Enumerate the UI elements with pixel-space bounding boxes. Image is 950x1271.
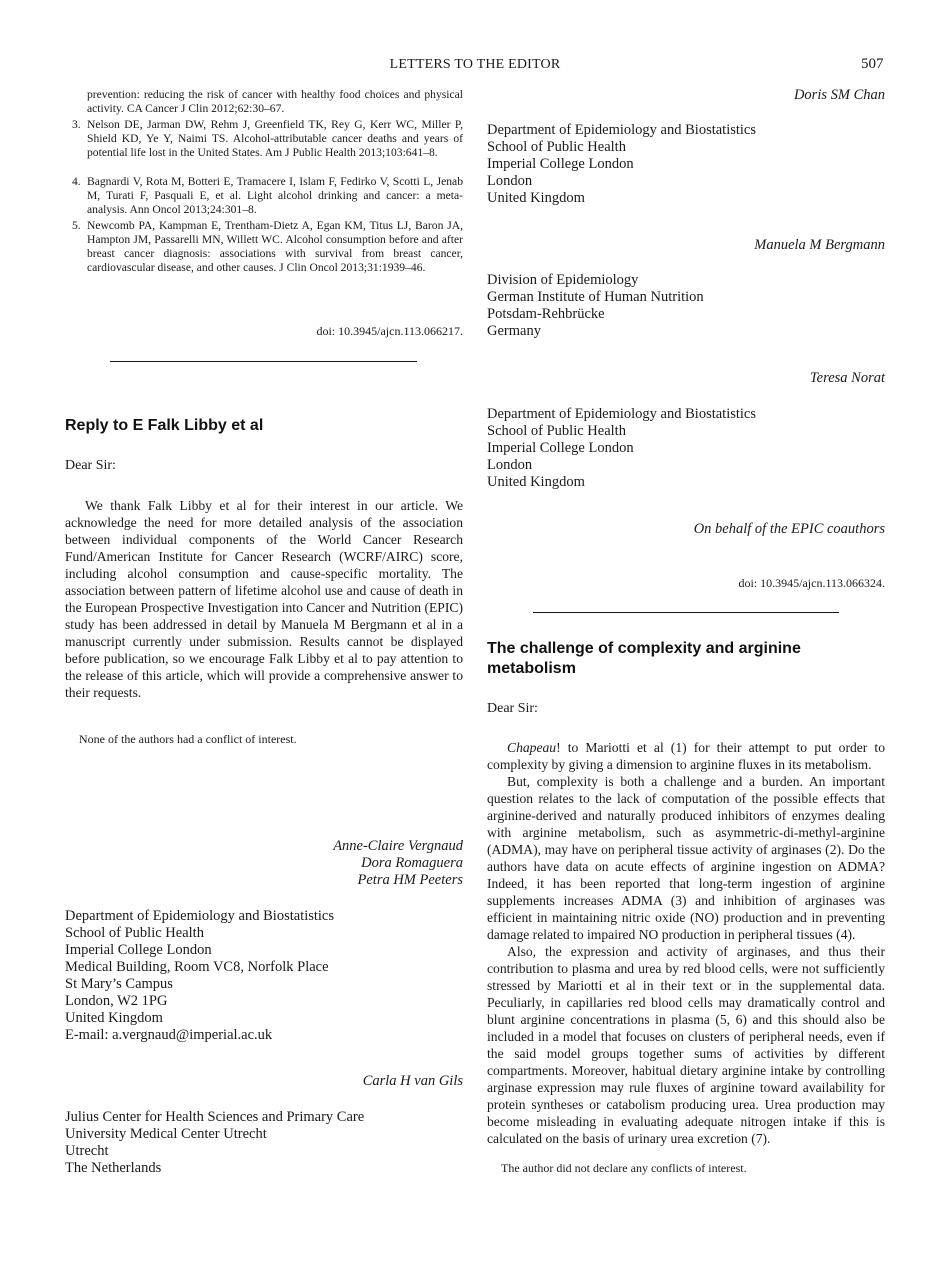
- address-block: [487, 122, 756, 207]
- doi-label: doi: 10.3945/ajcn.113.066217.: [316, 324, 463, 338]
- challenge-paragraph: [487, 739, 885, 773]
- emphasis-word: Chapeau: [507, 740, 557, 755]
- author-name: Dora Romaguera: [361, 855, 463, 871]
- challenge-body: [487, 739, 885, 1147]
- address-line: Imperial College London: [65, 942, 212, 958]
- address-block: [487, 272, 704, 340]
- address-line: Germany: [487, 323, 541, 339]
- address-line: Medical Building, Room VC8, Norfolk Place: [65, 959, 329, 975]
- address-line: St Mary’s Campus: [65, 976, 173, 992]
- address-line: London, W2 1PG: [65, 993, 168, 1009]
- salutation: Dear Sir:: [487, 701, 538, 716]
- author-name: Manuela M Bergmann: [754, 237, 885, 253]
- address-line: The Netherlands: [65, 1160, 162, 1176]
- reference-item: [72, 118, 463, 160]
- address-block: [65, 908, 334, 1044]
- address-line: University Medical Center Utrecht: [65, 1126, 267, 1142]
- address-line: United Kingdom: [487, 474, 585, 490]
- author-name: Anne-Claire Vergnaud: [333, 838, 463, 854]
- challenge-title: The challenge of complexity and arginine metabolism: [487, 640, 801, 677]
- paragraph-text: ! to Mariotti et al (1) for their attempt to put order to complexity by giving a dimension to arginine fluxes in its metabolism.: [487, 740, 885, 772]
- address-line: Division of Epidemiology: [487, 272, 639, 288]
- address-line: United Kingdom: [487, 190, 585, 206]
- email-line: E-mail: a.vergnaud@imperial.ac.uk: [65, 1027, 273, 1043]
- challenge-paragraph: Also, the expression and activity of arginases, and thus their contribution to plasma and urea by red blood cells, were not sufficiently stressed by Mariotti et al in their text or in the supplemental data. Peculiarly, in capillaries red blood cells may dramatically control and blunt arginine concentrations in plasma (5, 6) and this should also be included in a model that focuses on clusters of peripheral needs, even if the said model groups together sums of activities by different compartments. Moreover, habitual dietary arginine intake by controlling arginase expression may rule fluxes of arginine toward availability for protein syntheses or catabolism producing urea. Urea production may become misleading in evaluating adequate nitrogen intake if this is calculated on the basis of urinary urea excretion (7).: [487, 944, 885, 1146]
- reply-paragraph: We thank Falk Libby et al for their interest in our article. We acknowledge the need for more detailed analysis of the association between individual components of the World Cancer Research Fund/American Institute for Cancer Research (WCRF/AIRC) score, including alcohol consumption and cause-specific mortality. The association between pattern of lifetime alcohol use and cause of death in the European Prospective Investigation into Cancer and Nutrition (EPIC) study has been addressed in detail by Manuela M Bergmann et al in a manuscript currently under submission. Results cannot be displayed before publication, so we encourage Falk Libby et al to pay attention to the release of this article, which will provide a comprehensive answer to their requests.: [65, 498, 463, 700]
- conflict-statement: The author did not declare any conflicts of interest.: [501, 1161, 747, 1175]
- author-name: Teresa Norat: [809, 370, 885, 386]
- reference-text: Newcomb PA, Kampman E, Trentham-Dietz A, Egan KM, Titus LJ, Baron JA, Hampton JM, Passarelli MN, Willett WC. Alcohol consumption before and after breast cancer diagnosis: associations with survival from breast cancer, cardiovascular disease, and other causes. J Clin Oncol 2013;31:1939–46.: [87, 219, 463, 274]
- running-title: LETTERS TO THE EDITOR: [389, 57, 561, 72]
- section-divider: [533, 612, 839, 613]
- author-name: Petra HM Peeters: [357, 872, 463, 888]
- author-name: Doris SM Chan: [793, 87, 885, 103]
- address-line: Department of Epidemiology and Biostatistics: [65, 908, 335, 924]
- reference-continuation: prevention: reducing the risk of cancer with healthy food choices and physical activity. CA Cancer J Clin 2012;62:30–67.: [87, 88, 463, 115]
- challenge-paragraph: But, complexity is both a challenge and a burden. An important question relates to the lack of computation of the possible effects that arginine-derived and naturally produced inhibitors of enzymes dealing with arginine metabolism, such as asymmetric-di-methyl-arginine (ADMA), may have on peripheral tissue activity of arginases (2). Do the authors have data on acute effects of arginine ingestion on ADMA? Indeed, it has been reported that long-term ingestion of arginine supplements increases ADMA (3) and inhibition of arginases was efficient in maintaining nitric oxide (NO) production and in preventing damage related to impaired NO production in peripheral tissues (4).: [487, 774, 885, 942]
- conflict-statement: None of the authors had a conflict of interest.: [79, 732, 297, 746]
- reference-text: Bagnardi V, Rota M, Botteri E, Tramacere I, Islam F, Fedirko V, Scotti L, Jenab M, Turati F, Pasquali E, et al. Light alcohol drinking and cancer: a meta-analysis. Ann Oncol 2013;24:301–8.: [87, 175, 463, 216]
- salutation: Dear Sir:: [65, 458, 116, 473]
- address-line: School of Public Health: [487, 139, 626, 155]
- author-name: Carla H van Gils: [362, 1073, 463, 1089]
- reference-number: 4.: [72, 175, 81, 188]
- reply-title: Reply to E Falk Libby et al: [65, 417, 264, 434]
- reference-item: [72, 219, 463, 275]
- address-block: [65, 1109, 364, 1177]
- on-behalf-line: On behalf of the EPIC coauthors: [693, 521, 885, 537]
- address-block: [487, 406, 756, 491]
- address-line: Julius Center for Health Sciences and Primary Care: [65, 1109, 365, 1125]
- reference-item: [72, 175, 463, 217]
- address-line: School of Public Health: [65, 925, 204, 941]
- address-line: Imperial College London: [487, 156, 634, 172]
- doi-label: doi: 10.3945/ajcn.113.066324.: [738, 576, 885, 590]
- address-line: German Institute of Human Nutrition: [487, 289, 704, 305]
- address-line: Department of Epidemiology and Biostatistics: [487, 406, 757, 422]
- address-line: Imperial College London: [487, 440, 634, 456]
- author-group: [65, 838, 463, 889]
- address-line: United Kingdom: [65, 1010, 163, 1026]
- reference-text: Nelson DE, Jarman DW, Rehm J, Greenfield TK, Rey G, Kerr WC, Miller P, Shield KD, Ye Y, Naimi TS. Alcohol-attributable cancer deaths and years of potential life lost in the United States. Am J Public Health 2013;103:641–8.: [87, 118, 463, 159]
- address-line: Potsdam-Rehbrücke: [487, 306, 605, 322]
- address-line: Utrecht: [65, 1143, 109, 1159]
- page-number: 507: [861, 56, 884, 72]
- address-line: London: [487, 173, 533, 189]
- address-line: Department of Epidemiology and Biostatistics: [487, 122, 757, 138]
- section-divider: [110, 361, 417, 362]
- address-line: School of Public Health: [487, 423, 626, 439]
- reference-number: 5.: [72, 219, 81, 232]
- reference-number: 3.: [72, 118, 81, 131]
- reply-body: [65, 497, 463, 701]
- address-line: London: [487, 457, 533, 473]
